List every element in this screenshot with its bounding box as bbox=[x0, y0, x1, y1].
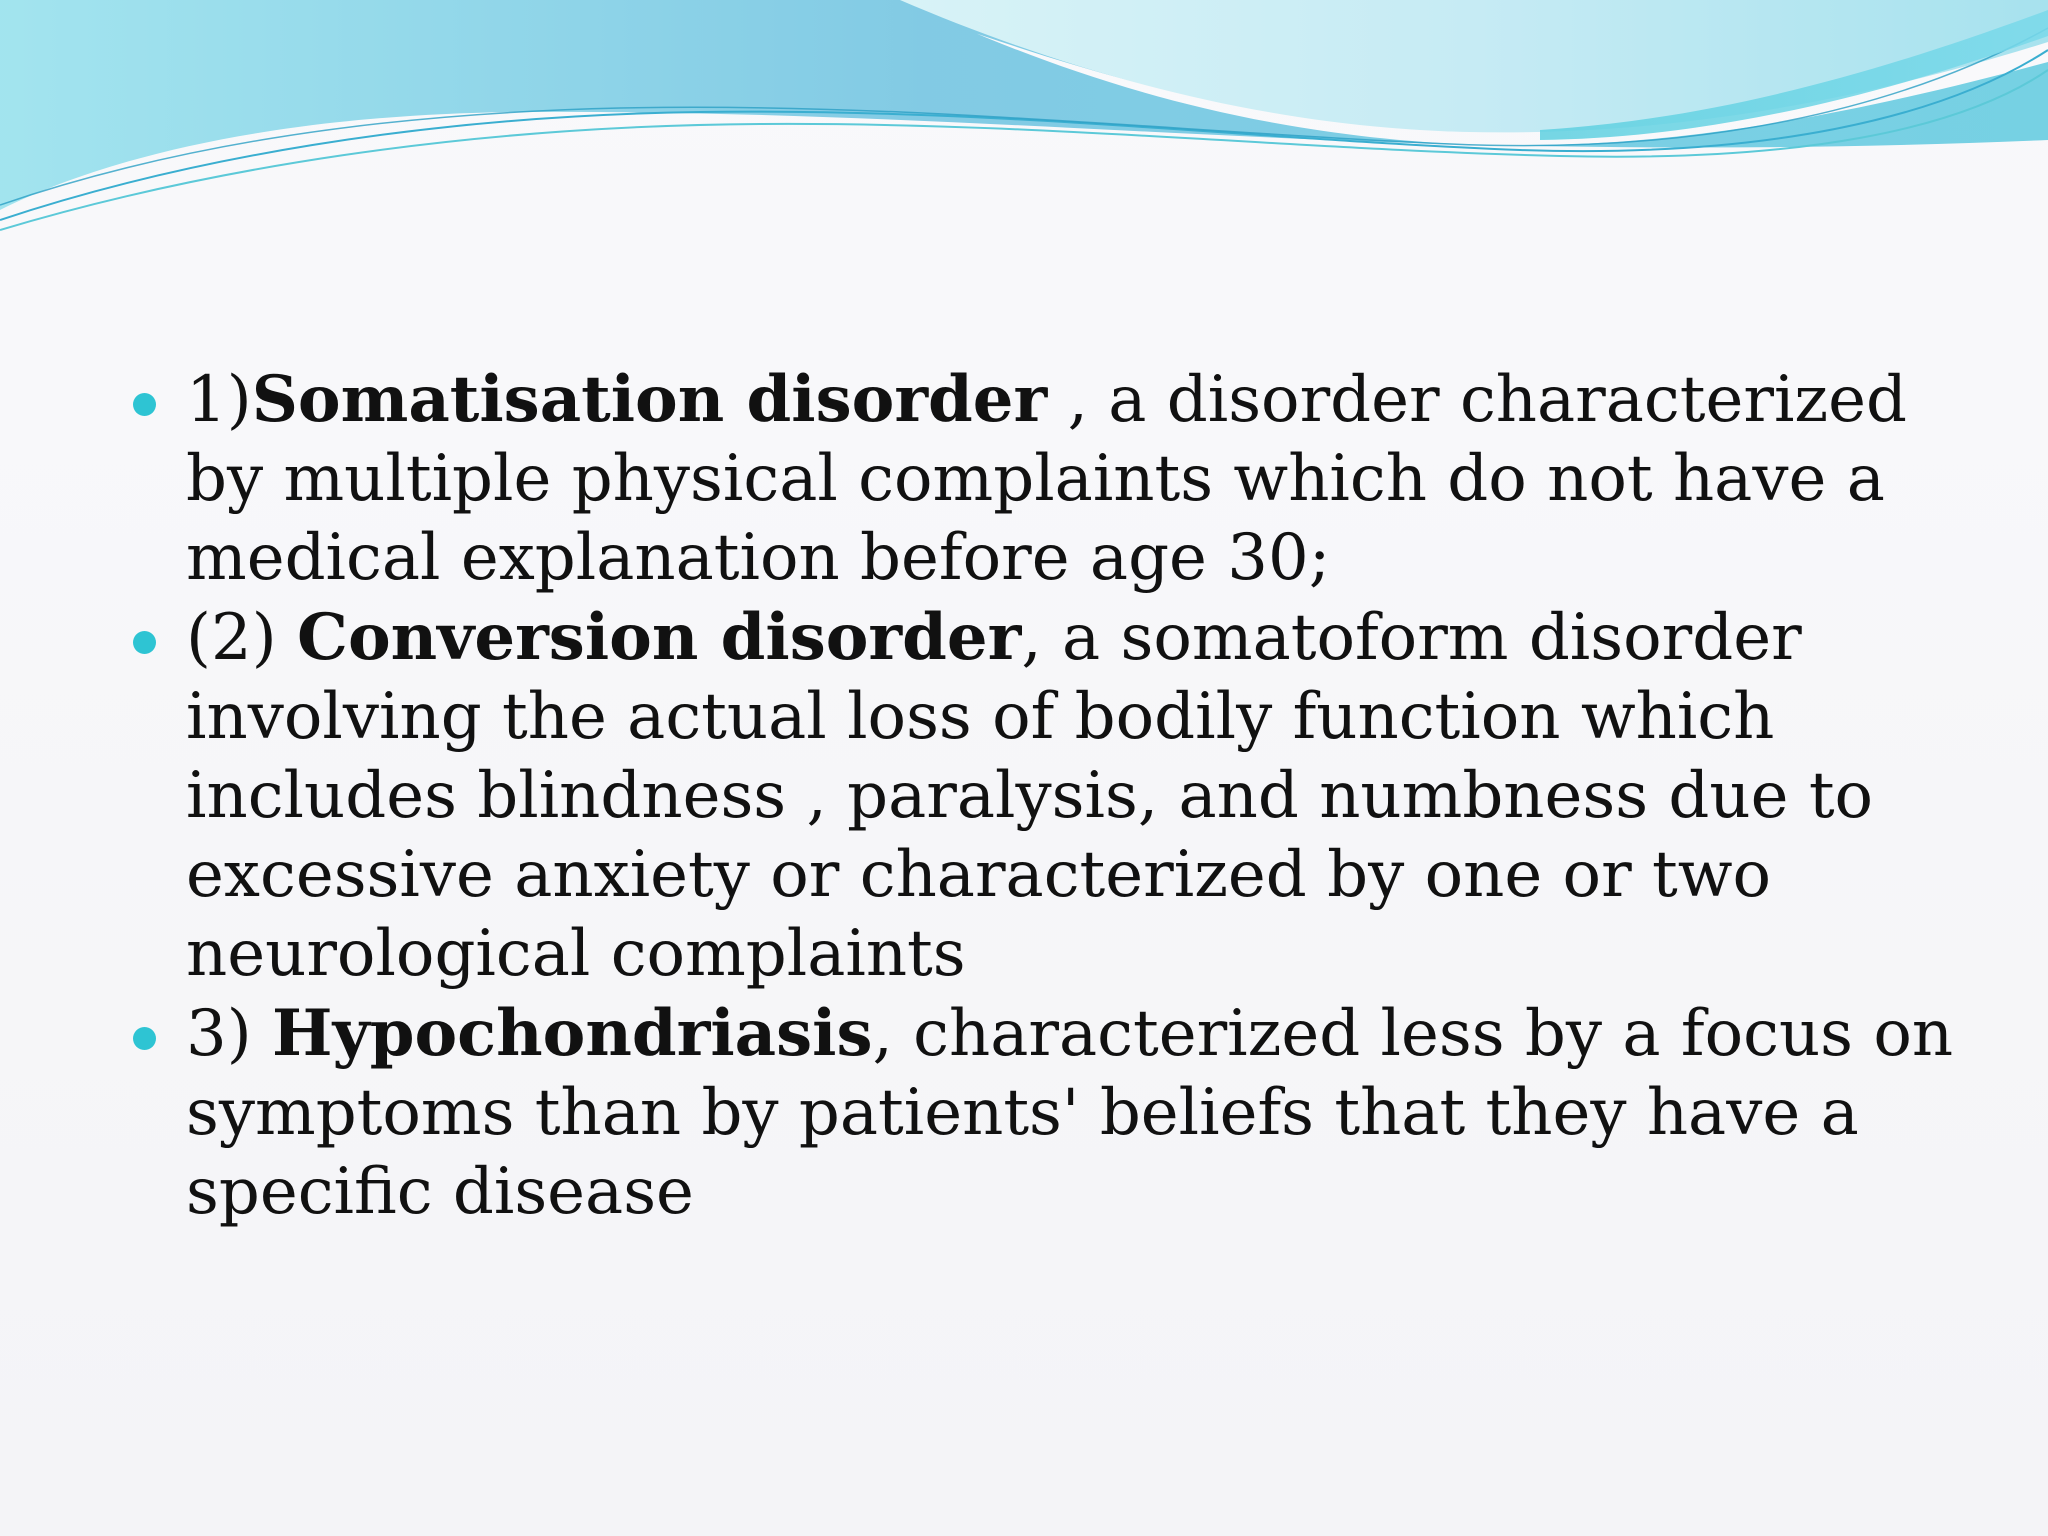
wave-header-decoration bbox=[0, 0, 2048, 240]
bullet-item-conversion bbox=[128, 598, 1968, 994]
bullet-dot-icon bbox=[133, 393, 156, 416]
bullet-text bbox=[186, 994, 1968, 1232]
bullet-text bbox=[186, 598, 1968, 994]
bullet-term: Conversion disorder bbox=[297, 600, 1022, 675]
bullet-body: , a somatoform disorder involving the actual loss of bodily function which includes blindness , paralysis, and numbness due to excessive anxiety or characterized by one or two neurological complaints bbox=[186, 601, 1874, 991]
bullet-prefix: 1) bbox=[186, 363, 252, 437]
bullet-item-hypochondriasis bbox=[128, 994, 1968, 1232]
bullet-body: , a disorder characterized by multiple physical complaints which do not have a medical explanation before age 30; bbox=[186, 363, 1907, 595]
bullet-dot-icon bbox=[133, 1027, 156, 1050]
bullet-term: Hypochondriasis bbox=[272, 996, 873, 1071]
bullet-body: , characterized less by a focus on symptoms than by patients' beliefs that they have a specific disease bbox=[186, 997, 1954, 1229]
bullet-term: Somatisation disorder bbox=[251, 362, 1048, 437]
bullet-text bbox=[186, 360, 1968, 598]
slide-content bbox=[128, 360, 1968, 1232]
bullet-dot-icon bbox=[133, 631, 156, 654]
bullet-prefix: (2) bbox=[186, 601, 297, 675]
bullet-item-somatisation bbox=[128, 360, 1968, 598]
bullet-prefix: 3) bbox=[186, 997, 273, 1071]
bullet-list bbox=[128, 360, 1968, 1232]
